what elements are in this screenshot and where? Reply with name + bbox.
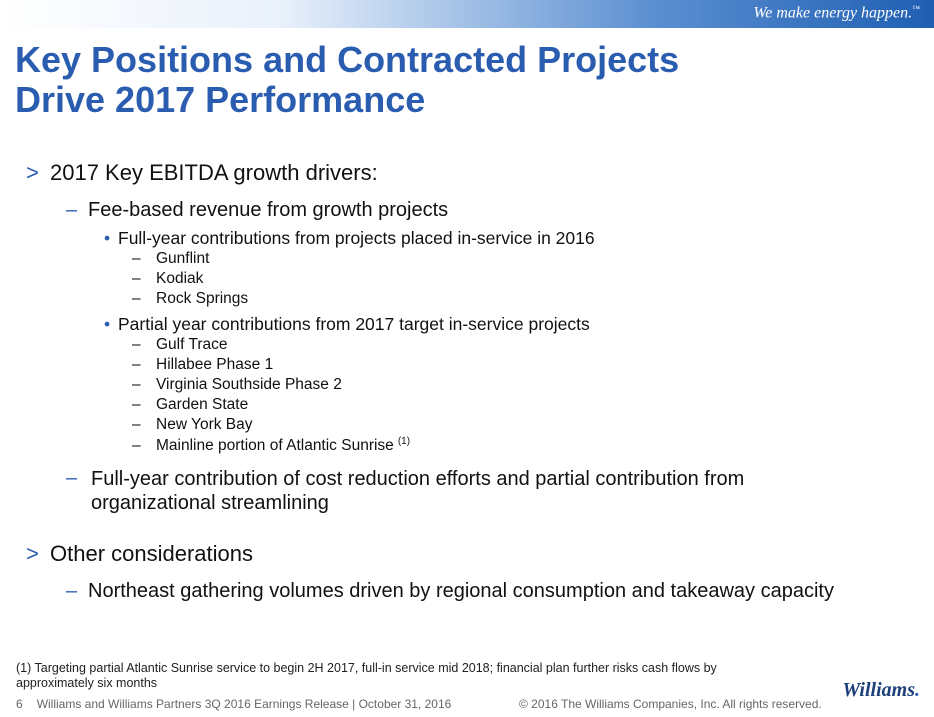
list-item: – Mainline portion of Atlantic Sunrise $^{(1)}$ [132,436,411,455]
list-item: – New York Bay [132,416,253,433]
title-line-1: Key Positions and Contracted Projects [15,39,680,80]
copyright: © 2016 The Williams Companies, Inc. All rights reserved. [519,697,822,711]
section-heading-growth: > 2017 Key EBITDA growth drivers: [26,160,378,185]
section-heading-other: > Other considerations [26,541,253,566]
header-bar [0,0,934,28]
dash-icon: – [132,416,141,433]
dash-icon: – [132,270,141,287]
item-northeast-gathering: – Northeast gathering volumes driven by regional consumption and takeaway capacity [66,580,834,602]
item-fee-based: – Fee-based revenue from growth projects [66,199,449,221]
dash-icon: – [132,437,141,455]
footnote: (1) Targeting partial Atlantic Sunrise service to begin 2H 2017, full-in service mid 2018; financial plan further risks cash flows by approximately six months [16,661,717,690]
list-item: – Gulf Trace [132,336,228,353]
tagline: We make energy happen.™ [753,4,920,22]
list-item: – Rock Springs [132,290,249,307]
slide-title [15,40,915,120]
source-text: Williams and Williams Partners 3Q 2016 Earnings Release | October 31, 2016 [36,697,452,711]
dash-icon: – [132,336,141,353]
dash-icon: – [66,580,78,602]
item-partial-year: • Partial year contributions from 2017 target in-service projects [104,314,590,334]
list-item: – Gunflint [132,250,210,267]
list-item: – Hillabee Phase 1 [132,356,274,373]
dash-icon: – [132,250,141,267]
item-cost-reduction: – Full-year contribution of cost reduction efforts and partial contribution from organizational streamlining [66,467,745,514]
dash-icon: – [132,376,141,393]
dash-icon: – [132,356,141,373]
chevron-icon: > [26,541,39,566]
dash-icon: – [66,199,78,221]
bullet-icon: • [104,228,111,248]
dash-icon: – [66,467,78,489]
dash-icon: – [132,290,141,307]
bullet-icon: • [104,314,111,334]
page-number: 6 [16,697,23,711]
title-line-2: Drive 2017 Performance [15,79,426,120]
footnote-marker: (1) [397,436,411,447]
chevron-icon: > [26,160,39,185]
list-item: – Virginia Southside Phase 2 [132,376,342,393]
williams-logo: Williams. [842,679,920,701]
footer-source [16,697,451,711]
dash-icon: – [132,396,141,413]
item-full-year: • Full-year contributions from projects placed in-service in 2016 [104,228,595,248]
list-item: – Garden State [132,396,249,413]
list-item: – Kodiak [132,270,204,287]
